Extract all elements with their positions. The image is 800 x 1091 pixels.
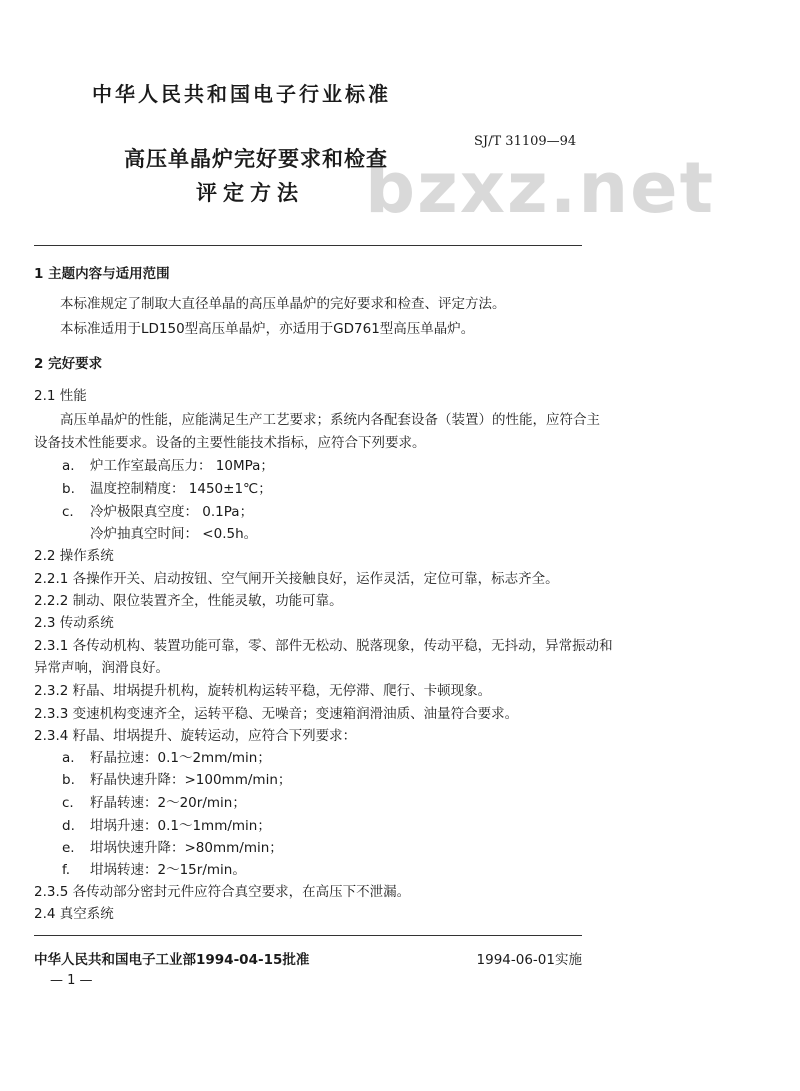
list-item-text: 坩埚升速：0.1～1mm/min；	[90, 818, 271, 834]
section-2-3-1-para-1: 2.3.1 各传动机构、装置功能可靠，零、部件无松动、脱落现象，传动平稳，无抖动，异常振动和	[34, 638, 613, 654]
list-item	[62, 840, 283, 856]
section-1-para-1: 本标准规定了制取大直径单晶的高压单晶炉的完好要求和检查、评定方法。	[60, 296, 506, 312]
list-item-label: d.	[62, 818, 75, 834]
section-2-1-heading: 2.1 性能	[34, 388, 87, 404]
section-1-heading: 1 主题内容与适用范围	[34, 266, 170, 282]
list-item-label: a.	[62, 458, 75, 474]
section-2-2-heading: 2.2 操作系统	[34, 548, 114, 564]
header-divider	[34, 245, 582, 246]
section-1-para-2: 本标准适用于LD150型高压单晶炉，亦适用于GD761型高压单晶炉。	[60, 321, 475, 337]
document-title-line1: 高压单晶炉完好要求和检查	[124, 147, 388, 171]
list-item	[62, 772, 291, 788]
section-2-2-2: 2.2.2 制动、限位装置齐全，性能灵敏，功能可靠。	[34, 593, 343, 609]
section-2-3-heading: 2.3 传动系统	[34, 615, 114, 631]
section-2-1-para-2: 设备技术性能要求。设备的主要性能技术指标，应符合下列要求。	[34, 435, 426, 451]
list-item-text: 炉工作室最高压力： 10MPa；	[90, 458, 274, 474]
standard-number: SJ/T 31109—94	[474, 134, 577, 149]
section-2-3-1-para-2: 异常声响，润滑良好。	[34, 660, 169, 676]
section-2-3-5: 2.3.5 各传动部分密封元件应符合真空要求，在高压下不泄漏。	[34, 884, 411, 900]
section-2-1-para-1: 高压单晶炉的性能，应能满足生产工艺要求；系统内各配套设备（装置）的性能，应符合主	[60, 412, 600, 428]
section-2-3-3: 2.3.3 变速机构变速齐全，运转平稳、无噪音；变速箱润滑油质、油量符合要求。	[34, 706, 519, 722]
list-item-text: 坩埚转速：2～15r/min。	[90, 862, 246, 878]
list-item-label: c.	[62, 504, 74, 520]
page-number: — 1 —	[50, 973, 93, 988]
standard-category-header: 中华人民共和国电子行业标准	[92, 82, 391, 106]
list-item	[62, 458, 274, 474]
footer-divider	[34, 935, 582, 936]
list-item-text: 冷炉抽真空时间： <0.5h。	[90, 526, 258, 542]
list-item-text: 籽晶拉速：0.1～2mm/min；	[90, 750, 271, 766]
section-2-3-4: 2.3.4 籽晶、坩埚提升、旋转运动，应符合下列要求：	[34, 728, 357, 744]
list-item	[62, 862, 246, 878]
section-2-heading: 2 完好要求	[34, 356, 103, 372]
list-item	[62, 750, 271, 766]
list-item	[62, 818, 271, 834]
list-item-label: f.	[62, 862, 71, 878]
list-item-text: 坩埚快速升降：>80mm/min；	[90, 840, 283, 856]
watermark: bzxz.net	[365, 147, 716, 229]
list-item-text: 冷炉极限真空度： 0.1Pa；	[90, 504, 254, 520]
list-item	[62, 481, 272, 497]
list-item	[62, 526, 257, 542]
document-title-line2: 评定方法	[196, 181, 304, 205]
list-item-text: 籽晶快速升降：>100mm/min；	[90, 772, 292, 788]
list-item	[62, 504, 253, 520]
section-2-4-heading: 2.4 真空系统	[34, 906, 114, 922]
section-2-2-1: 2.2.1 各操作开关、启动按钮、空气闸开关接触良好，运作灵活，定位可靠，标志齐全。	[34, 571, 559, 587]
effective-date: 1994-06-01实施	[476, 952, 582, 968]
list-item-label: b.	[62, 481, 75, 497]
section-2-3-2: 2.3.2 籽晶、坩埚提升机构，旋转机构运转平稳，无停滞、爬行、卡顿现象。	[34, 683, 492, 699]
list-item-label: a.	[62, 750, 75, 766]
list-item	[62, 795, 246, 811]
list-item-label: c.	[62, 795, 74, 811]
approval-line: 中华人民共和国电子工业部1994-04-15批准	[34, 952, 310, 968]
list-item-label: b.	[62, 772, 75, 788]
list-item-text: 籽晶转速：2～20r/min；	[90, 795, 246, 811]
list-item-text: 温度控制精度： 1450±1℃；	[90, 481, 272, 497]
list-item-label: e.	[62, 840, 75, 856]
